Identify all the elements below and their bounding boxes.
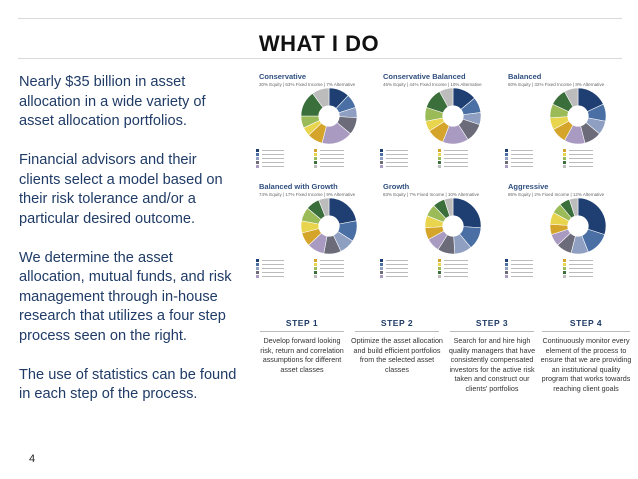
legend-label-placeholder — [320, 264, 344, 265]
allocation-legend — [505, 258, 631, 278]
step-divider — [450, 331, 534, 332]
legend-label-placeholder — [262, 166, 284, 167]
step-divider — [260, 331, 344, 332]
legend-swatch — [256, 275, 259, 278]
legend-row — [256, 164, 382, 168]
allocation-pie-chart — [550, 198, 606, 254]
legend-swatch — [314, 165, 317, 168]
legend-label-placeholder — [386, 150, 408, 151]
legend-label-placeholder — [511, 158, 533, 159]
legend-label-placeholder — [444, 272, 468, 273]
allocation-pie-chart — [550, 88, 606, 144]
portfolio-subtitle: 30% Equity | 63% Fixed Income | 7% Alternative — [259, 82, 356, 87]
legend-label-placeholder — [386, 268, 408, 269]
process-step-2 — [351, 318, 443, 374]
legend-label-placeholder — [320, 162, 344, 163]
legend-swatch — [380, 165, 383, 168]
pie-center — [567, 105, 588, 126]
process-step-3 — [446, 318, 538, 394]
legend-label-placeholder — [262, 158, 284, 159]
portfolio-title: Aggressive — [508, 182, 549, 191]
paragraph-advisors: Financial advisors and their clients select a model based on their risk tolerance and/or a particular desired outcome. — [19, 152, 223, 227]
legend-label-placeholder — [386, 154, 408, 155]
legend-label-placeholder — [569, 158, 593, 159]
allocation-legend — [256, 258, 382, 278]
legend-swatch — [563, 275, 566, 278]
portfolio-subtitle: 60% Equity | 32% Fixed Income | 8% Alternative — [508, 82, 605, 87]
legend-row — [505, 274, 631, 278]
allocation-legend — [380, 258, 506, 278]
legend-label-placeholder — [511, 276, 533, 277]
legend-label-placeholder — [511, 260, 533, 261]
legend-label-placeholder — [262, 162, 284, 163]
top-divider — [18, 18, 622, 19]
portfolio-panel-aggressive — [505, 182, 631, 286]
legend-label-placeholder — [444, 264, 468, 265]
step-label: STEP 3 — [475, 318, 509, 328]
portfolio-subtitle: 74% Equity | 17% Fixed Income | 9% Alternative — [259, 192, 356, 197]
legend-swatch — [438, 165, 441, 168]
legend-label-placeholder — [444, 268, 468, 269]
legend-label-placeholder — [386, 166, 408, 167]
step-label: STEP 2 — [380, 318, 414, 328]
portfolio-title: Conservative — [259, 72, 307, 81]
legend-label-placeholder — [386, 158, 408, 159]
legend-label-placeholder — [386, 276, 408, 277]
slide-title: WHAT I DO — [258, 31, 380, 56]
portfolio-panel-balanced-with-growth — [256, 182, 382, 286]
legend-label-placeholder — [444, 276, 468, 277]
paragraph-research: We determine the asset allocation, mutual funds, and risk management through in-house research that utilizes a four step process seen on the right. — [19, 249, 232, 344]
legend-swatch — [505, 165, 508, 168]
legend-label-placeholder — [320, 260, 344, 261]
legend-swatch — [256, 165, 259, 168]
legend-label-placeholder — [444, 150, 468, 151]
legend-label-placeholder — [320, 272, 344, 273]
legend-label-placeholder — [262, 260, 284, 261]
legend-label-placeholder — [569, 162, 593, 163]
portfolio-panel-conservative — [256, 72, 382, 176]
legend-label-placeholder — [569, 260, 593, 261]
legend-label-placeholder — [262, 276, 284, 277]
portfolio-panel-balanced — [505, 72, 631, 176]
portfolio-subtitle: 83% Equity | 7% Fixed Income | 10% Alternative — [383, 192, 480, 197]
legend-label-placeholder — [511, 166, 533, 167]
portfolio-title: Balanced — [508, 72, 542, 81]
pie-center — [318, 215, 339, 236]
legend-label-placeholder — [569, 276, 593, 277]
legend-swatch — [438, 275, 441, 278]
legend-row — [256, 274, 382, 278]
legend-label-placeholder — [320, 166, 344, 167]
legend-swatch — [505, 275, 508, 278]
step-description: Develop forward looking risk, return and correlation assumptions for different asset classes — [260, 336, 344, 374]
legend-swatch — [563, 165, 566, 168]
process-step-1 — [256, 318, 348, 374]
legend-swatch — [314, 275, 317, 278]
legend-label-placeholder — [262, 268, 284, 269]
legend-swatch — [380, 275, 383, 278]
paragraph-statistics: The use of statistics can be found in each step of the process. — [19, 366, 237, 402]
step-divider — [542, 331, 630, 332]
legend-label-placeholder — [511, 268, 533, 269]
pie-center — [318, 105, 339, 126]
step-description: Optimize the asset allocation and build efficient portfolios from the selected asset classes — [351, 336, 443, 374]
legend-label-placeholder — [320, 276, 344, 277]
pie-center — [442, 105, 463, 126]
allocation-legend — [505, 148, 631, 168]
intro-text — [19, 73, 239, 424]
legend-label-placeholder — [569, 264, 593, 265]
legend-label-placeholder — [262, 154, 284, 155]
legend-label-placeholder — [386, 264, 408, 265]
legend-label-placeholder — [386, 162, 408, 163]
legend-label-placeholder — [444, 162, 468, 163]
process-step-4 — [538, 318, 634, 394]
legend-label-placeholder — [262, 272, 284, 273]
allocation-pie-chart — [425, 88, 481, 144]
legend-label-placeholder — [511, 150, 533, 151]
legend-label-placeholder — [444, 260, 468, 261]
legend-label-placeholder — [569, 272, 593, 273]
step-label: STEP 4 — [569, 318, 603, 328]
legend-label-placeholder — [320, 154, 344, 155]
portfolio-subtitle: 86% Equity | 2% Fixed Income | 12% Alternative — [508, 192, 605, 197]
step-description: Continuously monitor every element of the process to ensure that we are providing an institutional quality program that works towards reaching client goals — [540, 336, 632, 393]
portfolio-panel-conservative-balanced — [380, 72, 506, 176]
legend-label-placeholder — [320, 268, 344, 269]
paragraph-assets: Nearly $35 billion in asset allocation in a wide variety of asset allocation portfolios. — [19, 74, 206, 129]
allocation-legend — [256, 148, 382, 168]
portfolio-panel-growth — [380, 182, 506, 286]
portfolio-title: Growth — [383, 182, 410, 191]
legend-label-placeholder — [569, 268, 593, 269]
legend-label-placeholder — [569, 150, 593, 151]
legend-label-placeholder — [569, 166, 593, 167]
legend-row — [505, 164, 631, 168]
legend-label-placeholder — [262, 150, 284, 151]
legend-label-placeholder — [511, 154, 533, 155]
step-divider — [355, 331, 439, 332]
legend-row — [380, 164, 506, 168]
legend-label-placeholder — [444, 154, 468, 155]
legend-label-placeholder — [444, 158, 468, 159]
title-divider — [18, 58, 622, 59]
legend-label-placeholder — [386, 260, 408, 261]
pie-center — [567, 215, 588, 236]
legend-label-placeholder — [386, 272, 408, 273]
legend-label-placeholder — [262, 264, 284, 265]
pie-center — [442, 215, 463, 236]
step-label: STEP 1 — [285, 318, 319, 328]
legend-label-placeholder — [511, 264, 533, 265]
legend-label-placeholder — [320, 158, 344, 159]
portfolio-title: Balanced with Growth — [259, 182, 338, 191]
legend-label-placeholder — [320, 150, 344, 151]
portfolio-title: Conservative Balanced — [383, 72, 466, 81]
legend-label-placeholder — [511, 272, 533, 273]
legend-label-placeholder — [569, 154, 593, 155]
portfolio-subtitle: 46% Equity | 44% Fixed Income | 10% Alternative — [383, 82, 482, 87]
legend-label-placeholder — [511, 162, 533, 163]
page-number: 4 — [29, 453, 36, 465]
allocation-pie-chart — [425, 198, 481, 254]
step-description: Search for and hire high quality managers that have consistently compensated investors for the active risk taken and construct our clients' portfolios — [448, 336, 536, 393]
legend-row — [380, 274, 506, 278]
allocation-pie-chart — [301, 198, 357, 254]
allocation-pie-chart — [301, 88, 357, 144]
legend-label-placeholder — [444, 166, 468, 167]
allocation-legend — [380, 148, 506, 168]
